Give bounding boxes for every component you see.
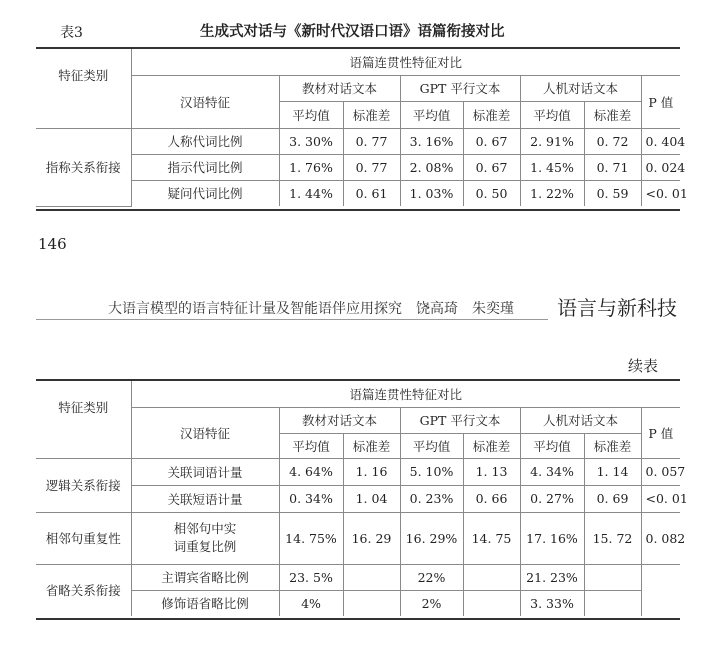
- row-category: 省略关系衔接: [45, 583, 121, 599]
- header-category: 特征类别: [58, 68, 109, 83]
- table-label: 表3: [60, 25, 83, 41]
- cell-value: 0. 69: [584, 485, 641, 512]
- journal-title: 语言与新科技: [557, 296, 677, 320]
- cell-value: 17. 16%: [520, 512, 584, 564]
- header-category-cont: [36, 101, 131, 128]
- table-row: [36, 564, 680, 590]
- table-row: [36, 458, 680, 485]
- cell-value: 22%: [400, 564, 463, 590]
- cell-p-value: 0. 024: [641, 154, 680, 180]
- cell-value: 0. 27%: [520, 485, 584, 512]
- table-row: [36, 180, 680, 206]
- cell-value: [584, 564, 641, 590]
- header-source-hm: 人机对话文本: [520, 407, 641, 433]
- cell-value: 21. 23%: [520, 564, 584, 590]
- cell-p-value: 0. 082: [641, 512, 680, 564]
- cell-value: 14. 75%: [279, 512, 343, 564]
- table-bottom-rule: [36, 618, 680, 620]
- cell-value: 0. 61: [343, 180, 400, 206]
- cell-p-value: <0. 01: [641, 485, 680, 512]
- cell-value: [463, 564, 520, 590]
- cell-value: 1. 14: [584, 458, 641, 485]
- header-sd: 标准差: [463, 101, 520, 128]
- row-feature: 主谓宾省略比例: [131, 564, 279, 590]
- cell-value: [343, 590, 400, 616]
- row-feature: 关联词语计量: [131, 458, 279, 485]
- cell-value: 0. 66: [463, 485, 520, 512]
- header-sd: 标准差: [343, 433, 400, 458]
- header-feature: 汉语特征: [131, 75, 279, 128]
- cell-value: 1. 04: [343, 485, 400, 512]
- row-category: 逻辑关系衔接: [36, 458, 131, 512]
- cell-value: 4. 64%: [279, 458, 343, 485]
- cell-value: 0. 23%: [400, 485, 463, 512]
- cell-value: 2. 91%: [520, 128, 584, 154]
- table-3-continued: [36, 381, 688, 616]
- cell-value: 1. 16: [343, 458, 400, 485]
- cell-value: 1. 03%: [400, 180, 463, 206]
- header-category-cont: [36, 433, 131, 458]
- header-mean: 平均值: [279, 433, 343, 458]
- cell-value: 4%: [279, 590, 343, 616]
- table-row: [36, 128, 680, 154]
- row-feature: 关联短语计量: [131, 485, 279, 512]
- cell-value: 0. 67: [463, 128, 520, 154]
- header-source-textbook: 教材对话文本: [279, 75, 400, 101]
- cell-value: 0. 59: [584, 180, 641, 206]
- row-feature: 指示代词比例: [131, 154, 279, 180]
- cell-value: 3. 30%: [279, 128, 343, 154]
- header-category: 特征类别: [58, 400, 109, 415]
- table-bottom-rule: [36, 209, 680, 211]
- cell-value: 0. 77: [343, 154, 400, 180]
- cell-p-value: [641, 564, 680, 616]
- header-sd: 标准差: [584, 433, 641, 458]
- table-row: [36, 590, 680, 616]
- cell-value: 1. 45%: [520, 154, 584, 180]
- row-category: 相邻句重复性: [36, 512, 131, 564]
- header-p: P 值: [641, 75, 680, 128]
- row-feature: 疑问代词比例: [131, 180, 279, 206]
- header-mean: 平均值: [520, 433, 584, 458]
- table-row: [36, 512, 680, 564]
- table-title: 生成式对话与《新时代汉语口语》语篇衔接对比: [200, 24, 505, 40]
- cell-p-value: 0. 057: [641, 458, 680, 485]
- row-feature: 修饰语省略比例: [131, 590, 279, 616]
- cell-value: 0. 71: [584, 154, 641, 180]
- cell-value: 1. 76%: [279, 154, 343, 180]
- header-sd: 标准差: [584, 101, 641, 128]
- table-row: [36, 154, 680, 180]
- cell-p-value: <0. 01: [641, 180, 680, 206]
- header-mean: 平均值: [520, 101, 584, 128]
- header-group: 语篇连贯性特征对比: [131, 381, 680, 407]
- row-feature: [131, 512, 279, 564]
- header-mean: 平均值: [279, 101, 343, 128]
- cell-value: 3. 33%: [520, 590, 584, 616]
- cell-value: 1. 22%: [520, 180, 584, 206]
- cell-value: 1. 44%: [279, 180, 343, 206]
- continued-label: 续表: [628, 357, 659, 375]
- header-source-hm: 人机对话文本: [520, 75, 641, 101]
- row-category: 指称关系衔接: [36, 128, 131, 206]
- cell-value: 0. 72: [584, 128, 641, 154]
- header-sd: 标准差: [343, 101, 400, 128]
- cell-value: 5. 10%: [400, 458, 463, 485]
- cell-value: 4. 34%: [520, 458, 584, 485]
- header-source-gpt: GPT 平行文本: [400, 407, 520, 433]
- table-row: [36, 485, 680, 512]
- header-p: P 值: [641, 407, 680, 458]
- row-feature-line: 词重复比例: [173, 539, 237, 554]
- cell-value: 14. 75: [463, 512, 520, 564]
- cell-value: 1. 13: [463, 458, 520, 485]
- cell-value: 3. 16%: [400, 128, 463, 154]
- header-sd: 标准差: [463, 433, 520, 458]
- row-feature: 人称代词比例: [131, 128, 279, 154]
- cell-value: 0. 77: [343, 128, 400, 154]
- cell-value: 16. 29: [343, 512, 400, 564]
- cell-value: 0. 50: [463, 180, 520, 206]
- cell-value: 2%: [400, 590, 463, 616]
- cell-value: [584, 590, 641, 616]
- header-feature: 汉语特征: [131, 407, 279, 458]
- cell-p-value: 0. 404: [641, 128, 680, 154]
- header-mean: 平均值: [400, 101, 463, 128]
- page-number: 146: [38, 235, 67, 253]
- header-source-textbook: 教材对话文本: [279, 407, 400, 433]
- running-head: 大语言模型的语言特征计量及智能语伴应用探究 饶高琦 朱奕瑾: [108, 301, 514, 317]
- cell-value: [343, 564, 400, 590]
- cell-value: 0. 34%: [279, 485, 343, 512]
- header-group: 语篇连贯性特征对比: [131, 49, 680, 75]
- table-3: [36, 49, 688, 207]
- row-feature-line: 相邻句中实: [173, 521, 237, 536]
- header-mean: 平均值: [400, 433, 463, 458]
- cell-value: [463, 590, 520, 616]
- running-head-rule: [36, 319, 548, 320]
- header-source-gpt: GPT 平行文本: [400, 75, 520, 101]
- cell-value: 23. 5%: [279, 564, 343, 590]
- cell-value: 16. 29%: [400, 512, 463, 564]
- cell-value: 15. 72: [584, 512, 641, 564]
- cell-value: 0. 67: [463, 154, 520, 180]
- cell-value: 2. 08%: [400, 154, 463, 180]
